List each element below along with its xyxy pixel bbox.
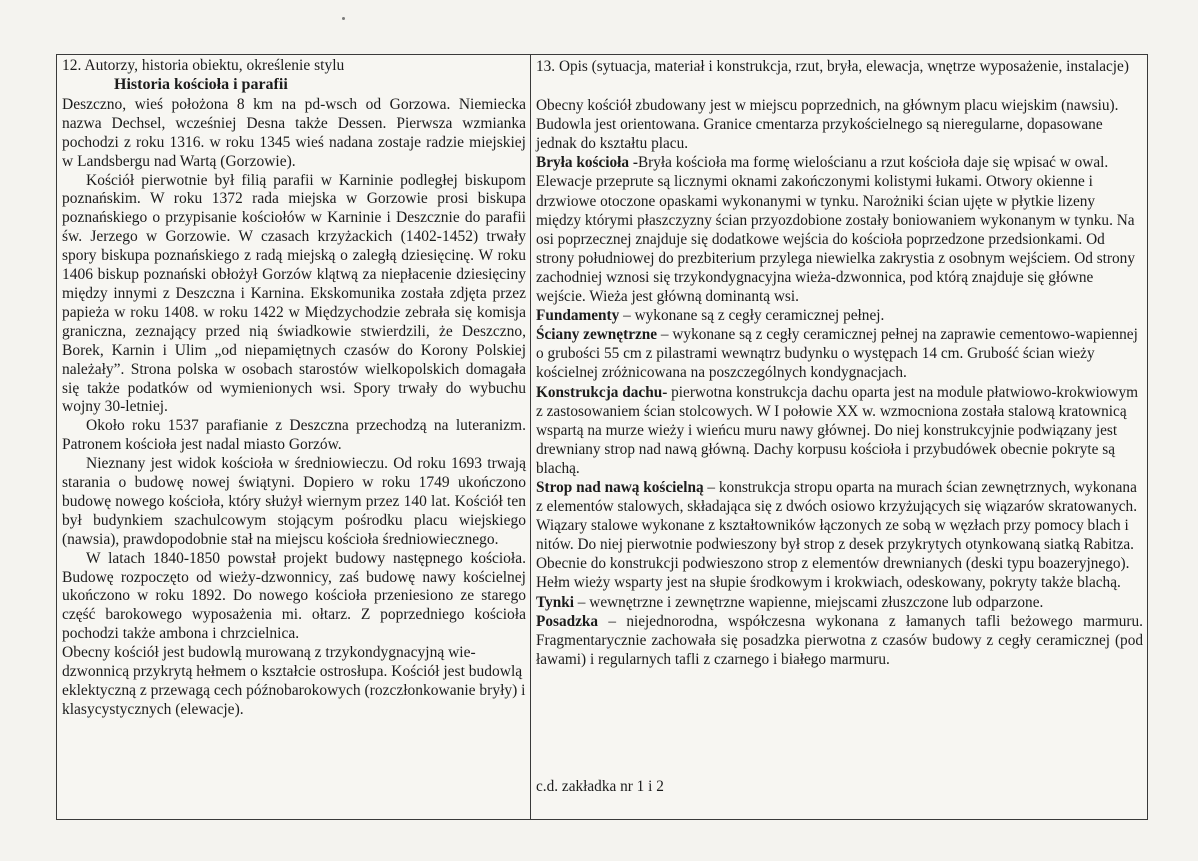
section-label: Tynki xyxy=(536,593,574,611)
section-label: Fundamenty xyxy=(536,307,620,325)
history-paragraph: Kościół pierwotnie był filią parafii w Karninie podległej biskupom poznańskim. W roku 1372 rada miejska w Gorzowie prosi biskupa poznańskiego o przypisanie kościołów w Karninie i Deszcznie do parafii św. Jerzego w Gorzowie. W czasach krzyżackich (1402-1452) trwały spory biskupa poznańskiego z radą miejską o zaległą dziesięcinę. W roku 1406 biskup poznański obłożył Gorzów klątwą za niepłacenie dziesięciny między innymi z Deszczna i Karnina. Ekskomunika została zdjęta przez papieża w roku 1408. w roku 1422 w Międzychodzie zebrała się komisja graniczna, zeznający przed nią świadkowie stwierdzili, że Deszczno, Borek, Karnin i Ulim „od niepamiętnych czasów do Korony Polskiej należały”. Strona polska w osobach starostów wielkopolskich domagała się także podatków od wymienionych wsi. Spory trwały do wybuchu wojny 30-letniej. xyxy=(62,171,526,416)
section-sciany xyxy=(536,325,1143,382)
history-title: Historia kościoła i parafii xyxy=(114,75,288,93)
section-posadzka xyxy=(536,612,1143,669)
section-text: – konstrukcja stropu oparta na murach ścian zewnętrznych, wykonana z elementów stalowych, składająca się z dwóch osiowo krzyżujących się wiązarów skratowanych. Wiązary stalowe wykonane z kształtowników łączonych ze sobą w węzłach przy pomocy blach i nitów. Do niej pierwotnie podwieszony był strop z desek przykrytych otynkowaną siatką Rabitza. Obecnie do konstrukcji podwieszono strop z elementów drewnianych (deski typu boazeryjnego). Hełm wieży wsparty jest na słupie środkowym i krokwiach, odeskowany, pokryty także blachą. xyxy=(536,478,1138,592)
description-body xyxy=(536,96,1143,669)
description-column xyxy=(531,55,1147,819)
section-label: Posadzka xyxy=(536,612,599,630)
history-paragraph: Deszczno, wieś położona 8 km na pd-wsch od Gorzowa. Niemiecka nazwa Dechsel, wcześniej Desna także Dessen. Pierwsza wzmianka pochodzi z roku 1316. w roku 1345 wieś nadana zostaje radzie miejskiej w Landsbergu nad Wartą (Gorzowie). xyxy=(62,95,526,170)
section-text: – niejednorodna, współczesna wykonana z łamanych tafli beżowego marmuru. Fragmentarycznie zachowała się posadzka pierwotna z czasów budowy z cegły ceramicznej (pod ławami) i regularnych tafli z czarnego i białego marmuru. xyxy=(536,612,1143,668)
history-paragraph: Około roku 1537 parafianie z Deszczna przechodzą na luteranizm. Patronem kościoła jest nadal miasto Gorzów. xyxy=(62,417,526,454)
history-paragraph: W latach 1840-1850 powstał projekt budowy następnego kościoła. Budowę rozpoczęto od wieży-dzwonnicy, zaś budowę nawy kościelnej ukończono w roku 1892. Do nowego kościoła przeniesiono ze starego część barokowego wyposażenia mi. ołtarz. Z poprzedniego kościoła pochodzi także ambona i chrzcielnica. xyxy=(62,549,526,643)
section-text: – wewnętrzne i zewnętrzne wapienne, miejscami złuszczone lub odparzone. xyxy=(573,593,1044,611)
section-fundamenty xyxy=(536,306,1143,325)
section-text: Bryła kościoła ma formę wielościanu a rzut kościoła daje się wpisać w owal. Elewacje przeprute są licznymi oknami zakończonymi kolistymi łukami. Otwory okienne i drzwiowe otoczone opaskami wykonanymi w tynku. Narożniki ścian ujęte w płytkie lizeny między którymi płaszczyzny ścian przyozdobione zostały boniowaniem wykonanym w tynku. Na osi poprzecznej znajduje się dodatkowe wejścia do kościoła poprzedzone przedsionkami. Od strony południowej do prezbiterium przylega niewielka zakrystia z osobnym wejściem. Od strony zachodniej wznosi się trzykondygnacyjna wieża-dzwonnica, pod którą znajduje się główne wejście. Wieża jest główną dominantą wsi. xyxy=(536,154,1135,306)
history-column xyxy=(57,55,531,819)
section-label: Konstrukcja dachu- xyxy=(536,383,668,401)
description-column-header: 13. Opis (sytuacja, materiał i konstrukcja, rzut, bryła, elewacja, wnętrze wyposażenie, instalacje) xyxy=(536,58,1129,75)
section-text: – wykonane są z cegły ceramicznej pełnej na zaprawie cementowo-wapiennej o grubości 55 cm z pilastrami wewnątrz budynku o występach 14 cm. Grubość ścian wieży kościelnej zróżnicowana na poszczególnych kondygnacjach. xyxy=(536,326,1138,382)
section-label: Strop nad nawą kościelną xyxy=(536,478,704,496)
continuation-note: c.d. zakładka nr 1 i 2 xyxy=(536,778,664,795)
document-table xyxy=(56,54,1148,820)
section-tynki xyxy=(536,593,1143,612)
paper-speck xyxy=(342,17,345,20)
history-paragraph: Obecny kościół jest budowlą murowaną z trzykondygnacyjną wie-dzwonnicą przykrytą hełmem o kształcie ostrosłupa. Kościół jest budowlą eklektyczną z przewagą cech późnobarokowych (rozczłonkowanie bryły) i klasycystycznych (elewacje). xyxy=(62,644,526,718)
section-konstrukcja-dachu xyxy=(536,383,1143,478)
section-text: – wykonane są z cegły ceramicznej pełnej. xyxy=(619,307,885,325)
description-intro: Obecny kościół zbudowany jest w miejscu poprzednich, na głównym placu wiejskim (nawsiu). Budowla jest orientowana. Granice cmentarza przykościelnego są nieregularne, dopasowane jednak do kształtu placu. xyxy=(536,97,1119,153)
section-strop xyxy=(536,478,1143,593)
section-text: pierwotna konstrukcja dachu oparta jest na module płatwiowo-krokwiowym z zastosowaniem ścian stolcowych. W I połowie XX w. wzmocniona została stalową kratownicą wspartą na murze wieży i wieńcu muru nawy głównej. Do niej konstrukcyjnie podwiązany jest drewniany strop nad nawą główną. Dachy korpusu kościoła i przybudówek obecnie pokryte są blachą. xyxy=(536,383,1139,477)
section-bryla xyxy=(536,153,1143,306)
history-paragraph: Nieznany jest widok kościoła w średniowieczu. Od roku 1693 trwają starania o budowę nowej świątyni. Dopiero w roku 1749 ukończono budowę nowego kościoła, który służył wiernym przez 140 lat. Kościół ten był budynkiem szachulcowym stojącym pośrodku placu wiejskiego (nawsia), prawdopodobnie stał na miejscu kościoła średniowiecznego. xyxy=(62,455,526,548)
history-column-header: 12. Autorzy, historia obiektu, określenie stylu xyxy=(62,57,345,74)
section-label: Bryła kościoła - xyxy=(536,154,638,172)
section-label: Ściany zewnętrzne xyxy=(536,326,658,344)
